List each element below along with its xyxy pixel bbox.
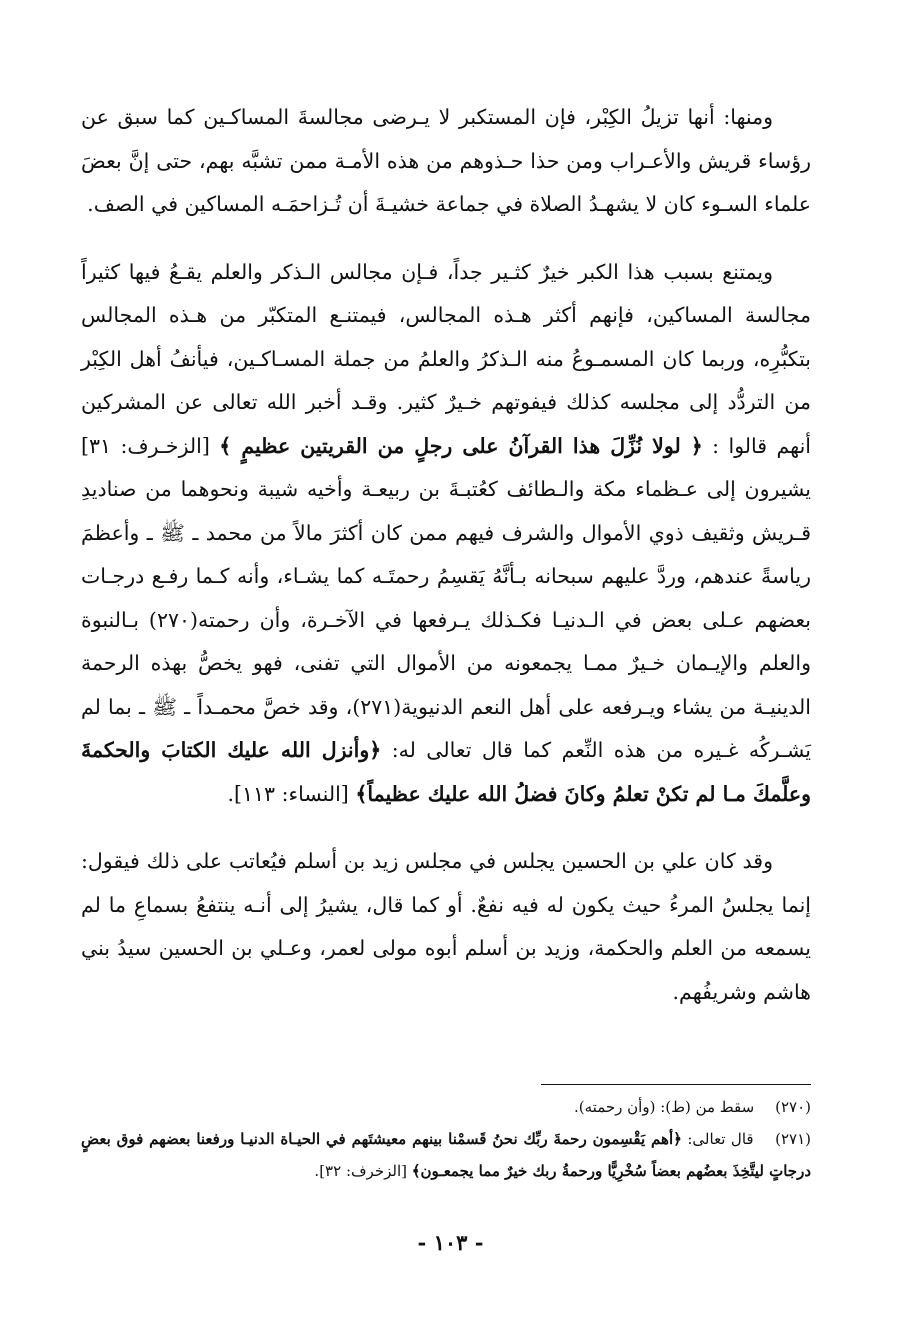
footnote-divider [541,1084,811,1085]
quran-quote-zukhruf-31: ﴿ لولا نُزِّلَ هذا القرآنُ على رجلٍ من القريتين عظيمٍ ﴾ [219,433,703,458]
footnote-number: (٢٧٠) [775,1098,811,1116]
footnote-270 [81,1091,811,1123]
paragraph-1-text: ومنها: أنها تزيلُ الكِبْر، فإن المستكبر لا يـرضى مجالسةَ المساكـين كما سبق عن رؤساء قريش والأعـراب ومن حذا حـذوهم من هذه الأمـة ممن تشبَّه بهم، حتى إنَّ بعضَ علماء السـوء كان لا يشهـدُ الصلاة في جماعة خشيـةَ أن تُـزاحمَـه المساكين في الصف. [81,105,811,216]
paragraph-2 [81,251,811,817]
paragraph-2-text-before-quote: ويمتنع بسبب هذا الكبر خيرٌ كثـير جداً، فـإن مجالس الـذكر والعلم يقـعُ فيها كثيراً مجالسة المساكين، فإنهم أكثر هـذه المجالس، فيمتنـع المتكبّر من هـذه المجالس بتكبُّرِه، وربما كان المسمـوعُ منه الـذكرُ والعلمُ من جملة المسـاكـين، فيأنفُ أهل الكِبْر من التردُّد إلى مجلسه كذلك فيفوتهم خـيرٌ كثير. وقـد أخبر الله تعالى عن المشركين أنهم قالوا : [81,259,811,458]
quran-reference-nisa-113: [النساء: ١١٣]. [227,781,349,806]
footnote-prefix: قال تعالى: [687,1130,754,1148]
paragraph-1 [81,96,811,227]
footnote-number: (٢٧١) [775,1130,812,1148]
page-body [81,96,811,1038]
footnote-271 [81,1123,811,1187]
page-number: - ١٠٣ - [417,1230,484,1255]
footnote-text: سقط من (ط): (وأن رحمته). [574,1098,755,1116]
paragraph-3-text: وقد كان علي بن الحسين يجلس في مجلس زيد بن أسلم فيُعاتب على ذلك فيقول: إنما يجلسُ المرءُ حيث يكون له فيه نفعٌ. أو كما قال، يشيرُ إلى أنـه ينتفعُ بسماعِ ما لم يسمعه من العلم والحكمة، وزيد بن أسلم أبوه مولى لعمر، وعـلي بن الحسين سيدُ بني هاشم وشريفُهم. [81,849,811,1004]
paragraph-2-text-middle: يشيرون إلى عـظماء مكة والـطائف كعُتبـةَ بن ربيعـة وأخيه شيبة ونحوهما من صناديدِ قـريش وثقيف ذوي الأموال والشرف فيهم ممن كان أكثرَ مالاً من محمد ـ ﷺ ـ وأعظمَ رياسةً عندهم، وردَّ عليهم سبحانه بـأنَّهُ يَقسِمُ رحمتَـه كما يشـاء، وأنه كـما رفـع درجـات بعضهم عـلى بعض في الـدنيـا فكـذلك يـرفعها في الآخـرة، وأن رحمته(٢٧٠) بـالنبوة والعلم والإيـمان خـيرٌ ممـا يجمعونه من الأموال التي تفنى، فهو يخصُّ بهذه الرحمة الدينيـة من يشاء ويـرفعه على أهل النعم الدنيوية(٢٧١)، وقد خصَّ محمـداً ـ ﷺ ـ بما لم يَشـركُه غـيره من هذه النِّعم كما قال تعالى له: [81,477,811,762]
footnote-reference: [الزخرف: ٣٢]. [314,1162,407,1180]
footnotes [81,1084,811,1187]
paragraph-3 [81,840,811,1014]
footnote-quran-quote: ﴿أهم يَقْسِمون رحمةَ ربِّك نحنُ قَسمْنا بينهم معيشتَهم في الحيـاة الدنيـا ورفعنا بعضهم فوق بعضٍ درجاتٍ ليتَّخِذَ بعضُهم بعضاً سُخْرِيًّا ورحمةُ ربك خيرٌ مما يجمعـون﴾ [81,1130,811,1180]
quran-quote-nisa-113: ﴿وأنزل الله عليك الكتابَ والحكمةَ وعلَّمكَ مـا لم تكنْ تعلمُ وكانَ فضلُ الله عليك عظيماً﴾ [81,738,811,806]
quran-reference-zukhruf-31: [الزخـرف: ٣١] [81,433,210,458]
